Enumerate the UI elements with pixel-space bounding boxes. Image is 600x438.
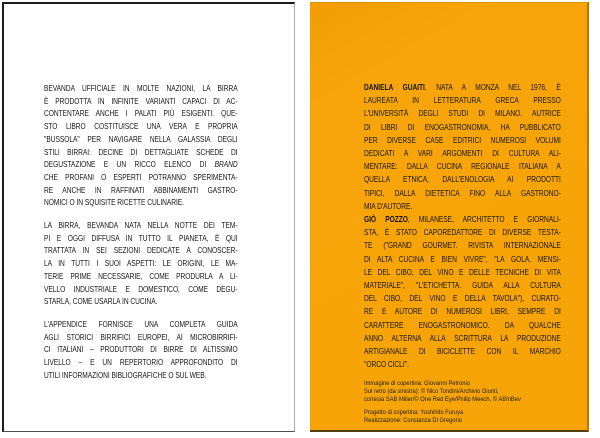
text-line: MATERIALE", "L'ETICHETTA. GUIDA ALLA CULTURA (364, 280, 561, 291)
text-line: LA BIRRA, BEVANDA NATA NELLA NOTTE DEI TEM- (44, 220, 238, 231)
text-line: DI LIBRI DI ENOGASTRONOMIA, HA PUBBLICATO (364, 121, 561, 132)
credits-design (364, 409, 587, 425)
text-line: STO LIBRO COSTITUISCE UNA VERA E PROPRIA (44, 121, 238, 132)
text-line: DEGUSTAZIONE E UN RICCO ELENCO DI BRAND (44, 159, 238, 170)
text-line: L'UNIVERSITÀ DEGLI STUDI DI MILANO. AUTRICE (364, 108, 561, 119)
text-line: ANNO ALTERNA ALLA SCRITTURA LA PRODUZIONE (364, 332, 561, 343)
author-bios-text (364, 81, 561, 371)
text-line: LAUREATA IN LETTERATURA GRECA PRESSO (364, 95, 561, 106)
text-line: RE E AUTORE DI NUMEROSI LIBRI, SEMPRE DI (364, 306, 561, 317)
text-line: È PRODOTTA IN INFINITE VARIANTI CAPACI DI AC- (44, 95, 238, 106)
text-line: STARLA, COME USARLA IN CUCINA. (44, 296, 158, 307)
text-line: CARATTERE ENOGASTRONOMICO. DA QUALCHE (364, 319, 561, 330)
left-flap-paragraph-2 (44, 219, 238, 308)
left-flap-paragraph-3 (44, 318, 238, 382)
text-line: L'APPENDICE FORNISCE UNA COMPLETA GUIDA (44, 318, 238, 329)
text-line: CONTENTARE ANCHE I PALATI PIÙ ESIGENTI. QUE- (44, 108, 238, 119)
text-line: QUELLA ETNICA, DALL'ENOLOGIA AI PRODOTTI (364, 174, 561, 185)
cover-credits (364, 380, 587, 425)
credits-cover-image (364, 380, 587, 404)
text-line: "ORCO CICLI". (364, 359, 409, 370)
text-line: AGLI STORICI BIRRIFICI EUROPEI, AI MICROBIRRIFI- (44, 331, 238, 342)
text-line: DEL CIBO, DEL VINO E DELLA TAVOLA"), CURATO- (364, 293, 561, 304)
text-line: TRATTATA IN SEI SEZIONI DEDICATE A CONOSCER- (44, 245, 238, 256)
text-line: CI ITALIANI – PRODUTTORI DI BIRRE DI ALTISSIMO (44, 344, 238, 355)
text-line: RE ANCHE IN RAFFINATI ABBINAMENTI GASTRO- (44, 184, 238, 195)
text-line: Immagine di copertina: Giovanni Petronio (364, 380, 470, 387)
text-line: PER DIVERSE CASE EDITRICI NUMEROSI VOLUMI (364, 134, 561, 145)
text-line: VELLO INDUSTRIALE E DOMESTICO, COME DEGU- (44, 283, 238, 294)
text-line: TIPICI, DALLA DIETETICA FINO ALLA GASTRONO- (364, 187, 561, 198)
text-line: cortesia SAB Miller/© One Red Eye/Philip Meech, © ABInBev (364, 396, 521, 404)
text-line: MIA D'AUTORE. (364, 200, 413, 211)
bio-paragraph-daniela-guaiti (364, 81, 561, 213)
text-line: LIVELLO – E UN REPERTORIO APPROFONDITO DI (44, 357, 238, 368)
text-line: LE DEL CIBO, DEL VINO E DELLE TECNICHE DI VITA (364, 266, 561, 277)
right-flap-page (310, 2, 589, 432)
text-line: NOMICI O IN SQUISITE RICETTE CULINARIE. (44, 197, 185, 208)
text-line: MENTARE: DALLA CUCINA REGIONALE ITALIANA A (364, 161, 561, 172)
left-flap-text (44, 82, 238, 391)
text-line: Progetto di copertina: Yoshihito Furuya (364, 409, 464, 417)
text-line: STILI BIRRAI: DECINE DI DETTAGLIATE SCHEDE DI (44, 146, 238, 157)
text-line: UTILI INFORMAZIONI BIBLIOGRAFICHE O SUL WEB. (44, 369, 207, 380)
text-line: DEDICATI A VARI ARGOMENTI DI CULTURA ALI- (364, 148, 561, 159)
text-line: DANIELA GUAITI, NATA A MONZA NEL 1976, È (364, 82, 561, 92)
bio-paragraph-gio-pozzo (364, 213, 561, 371)
left-flap-page (2, 2, 295, 432)
text-line: CHE PROFANI O ESPERTI POTRANNO SPERIMENTA- (44, 171, 238, 182)
text-line: PI E OGGI DIFFUSA IN TUTTO IL PIANETA, È QUI (44, 232, 238, 243)
text-line: Realizzazione: Constanza Di Gregorio (364, 417, 462, 425)
text-line: LA IN TUTTI I SUOI ASPETTI: LE ORIGINI, LE MA- (44, 258, 238, 269)
text-line: TERIE PRIME NECESSARIE, COME PRODURLA A LI- (44, 270, 238, 281)
text-line: Sul retro (da sinistra): © Nico Tondini/Archivio Giunti, (364, 388, 499, 396)
text-line: BEVANDA UFFICIALE IN MOLTE NAZIONI, LA BIRRA (44, 83, 238, 93)
left-flap-paragraph-1 (44, 82, 238, 209)
text-line: "BUSSOLA" PER NAVIGARE NELLA GALASSIA DEGLI (44, 133, 238, 144)
text-line: TE ("GRAND GOURMET. RIVISTA INTERNAZIONALE (364, 240, 561, 251)
text-line: DI ALTA CUCINA E BIEN VIVRE", "LA GOLA. MENSI- (364, 253, 561, 264)
text-line: GIÒ POZZO, MILANESE, ARCHITETTO E GIORNALI- (364, 214, 561, 225)
text-line: STA, È STATO CAPOREDATTORE DI DIVERSE TESTA- (364, 227, 561, 238)
text-line: ARTIGIANALE DI BICICLETTE CON IL MARCHIO (364, 346, 561, 357)
